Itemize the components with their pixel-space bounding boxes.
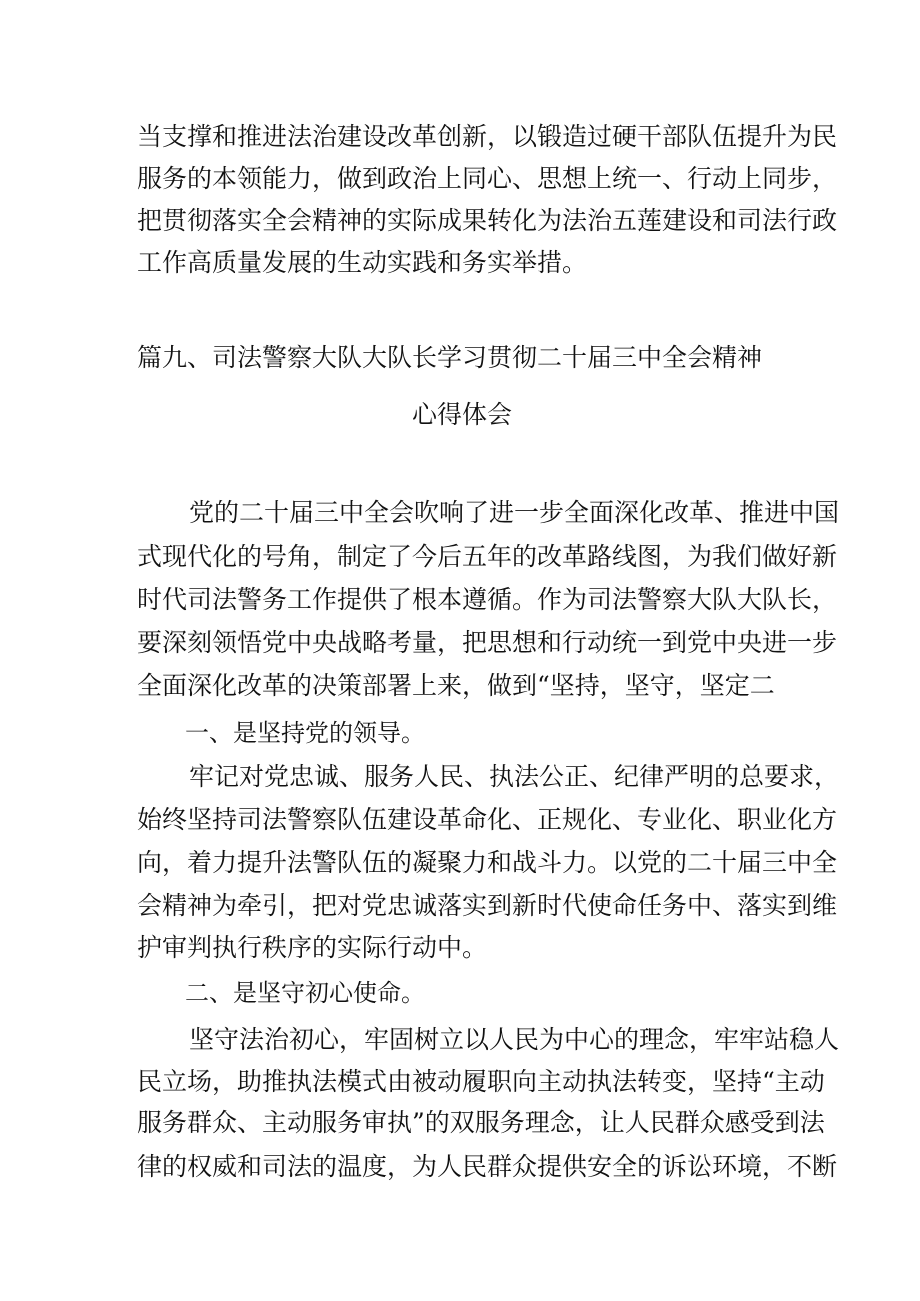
text-line: 当支撑和推进法治建设改革创新，以锻造过硬干部队伍提升为民 (137, 122, 838, 151)
text-line: 律的权威和司法的温度，为人民群众提供安全的诉讼环境，不断 (137, 1152, 838, 1181)
text-line: 服务群众、主动服务审执”的双服务理念，让人民群众感受到法 (137, 1108, 825, 1137)
article-subtitle: 心得体会 (412, 400, 513, 429)
text-line: 全面深化改革的决策部署上来，做到“坚持，坚守，坚定二 (137, 671, 775, 700)
text-line: 时代司法警务工作提供了根本遵循。作为司法警察大队大队长， (137, 585, 838, 614)
text-line: 坚守法治初心，牢固树立以人民为中心的理念，牢牢站稳人 (189, 1025, 840, 1054)
text-line: 护审判执行秩序的实际行动中。 (137, 933, 488, 962)
text-line: 把贯彻落实全会精神的实际成果转化为法治五莲建设和司法行政 (137, 206, 838, 235)
text-line: 民立场，助推执法模式由被动履职向主动执法转变，坚持“主动 (137, 1067, 825, 1096)
section-heading: 二、是坚守初心使命。 (185, 979, 425, 1007)
text-line: 式现代化的号角，制定了今后五年的改革路线图，为我们做好新 (137, 542, 838, 571)
text-line: 要深刻领悟党中央战略考量，把思想和行动统一到党中央进一步 (137, 628, 838, 657)
text-line: 会精神为牵引，把对党忠诚落实到新时代使命任务中、落实到维 (137, 891, 838, 920)
section-heading: 一、是坚持党的领导。 (185, 719, 425, 747)
text-line: 工作高质量发展的生动实践和务实举措。 (137, 248, 588, 277)
text-line: 牢记对党忠诚、服务人民、执法公正、纪律严明的总要求， (189, 762, 840, 791)
text-line: 服务的本领能力，做到政治上同心、思想上统一、行动上同步， (137, 164, 838, 193)
text-line: 党的二十届三中全会吹响了进一步全面深化改革、推进中国 (189, 498, 840, 527)
article-title: 篇九、司法警察大队大队长学习贯彻二十届三中全会精神 (137, 343, 763, 372)
text-line: 始终坚持司法警察队伍建设革命化、正规化、专业化、职业化方 (137, 805, 838, 834)
text-line: 向，着力提升法警队伍的凝聚力和战斗力。以党的二十届三中全 (137, 848, 838, 877)
